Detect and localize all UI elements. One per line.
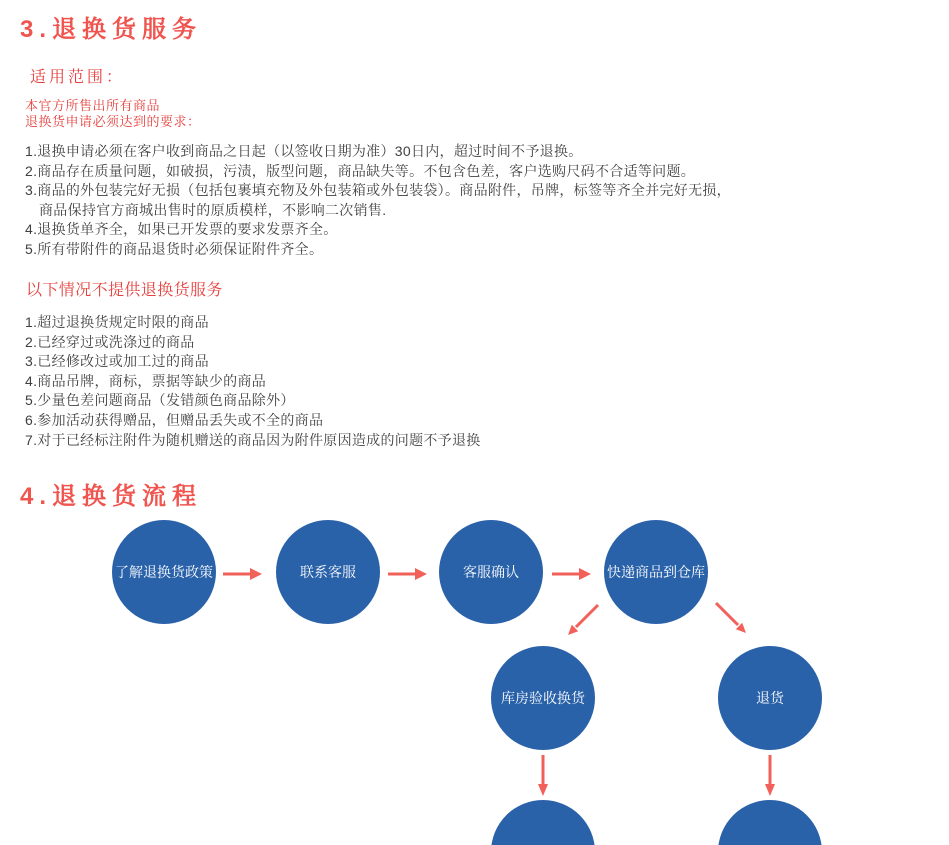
list-item: 2.商品存在质量问题，如破损，污渍，版型问题，商品缺失等。不包含色差，客户选购尺码不合适等问题。 xyxy=(25,162,696,179)
flow-step-label: 联系客服 xyxy=(300,564,356,580)
flow-step-label: 快递商品到仓库 xyxy=(607,564,705,580)
arrow-down-right-icon xyxy=(711,598,751,638)
arrow-right-icon xyxy=(551,566,591,582)
flow-step-warehouse-inspect-exchange xyxy=(491,646,595,750)
scope-line: 本官方所售出所有商品 xyxy=(25,98,161,113)
flow-step-ship-to-warehouse xyxy=(604,520,708,624)
no-service-list xyxy=(25,313,481,450)
list-item: 1.超过退换货规定时限的商品 xyxy=(25,314,209,330)
list-item-continuation: 商品保持官方商城出售时的原质模样，不影响二次销售. xyxy=(39,201,387,218)
flow-step-service-confirm xyxy=(439,520,543,624)
flow-step-contact-service xyxy=(276,520,380,624)
scope-description xyxy=(25,98,201,129)
flow-step-label: 退货 xyxy=(756,690,784,706)
list-item: 6.参加活动获得赠品，但赠品丢失或不全的商品 xyxy=(25,411,324,428)
flow-step-know-policy xyxy=(112,520,216,624)
arrow-right-icon xyxy=(387,566,427,582)
section4-title: 4.退换货流程 xyxy=(20,483,203,510)
section3-title: 3.退换货服务 xyxy=(20,16,203,43)
list-item: 4.商品吊牌，商标，票据等缺少的商品 xyxy=(25,372,267,389)
flow-step-cutoff-left xyxy=(491,800,595,845)
no-service-title: 以下情况不提供退换货服务 xyxy=(26,282,223,299)
flow-step-label: 了解退换货政策 xyxy=(115,564,213,580)
list-item: 2.已经穿过或洗涤过的商品 xyxy=(25,333,195,350)
list-item: 3.已经修改过或加工过的商品 xyxy=(25,353,209,370)
arrow-down-icon xyxy=(762,754,778,796)
return-flowchart xyxy=(0,500,949,845)
list-item: 7.对于已经标注附件为随机赠送的商品因为附件原因造成的问题不予退换 xyxy=(25,431,481,448)
flow-step-label: 客服确认 xyxy=(463,564,519,580)
arrow-right-icon xyxy=(222,566,262,582)
flow-step-label: 库房验收换货 xyxy=(501,690,585,706)
flow-step-return-goods xyxy=(718,646,822,750)
list-item: 5.少量色差问题商品（发错颜色商品除外） xyxy=(25,392,295,409)
arrow-down-left-icon xyxy=(563,600,603,640)
list-item: 5.所有带附件的商品退货时必须保证附件齐全。 xyxy=(25,240,324,257)
list-item: 1.退换申请必须在客户收到商品之日起（以签收日期为准）30日内，超过时间不予退换。 xyxy=(25,143,583,159)
scope-label: 适用范围： xyxy=(30,69,126,86)
list-item: 4.退换货单齐全，如果已开发票的要求发票齐全。 xyxy=(25,221,338,238)
scope-line: 退换货申请必须达到的要求： xyxy=(25,113,201,129)
arrow-down-icon xyxy=(535,754,551,796)
requirements-list xyxy=(25,142,731,260)
list-item: 3.商品的外包装完好无损（包括包裹填充物及外包装箱或外包装袋）。商品附件，吊牌，标签等齐全并完好无损， xyxy=(25,182,731,199)
flow-step-cutoff-right xyxy=(718,800,822,845)
